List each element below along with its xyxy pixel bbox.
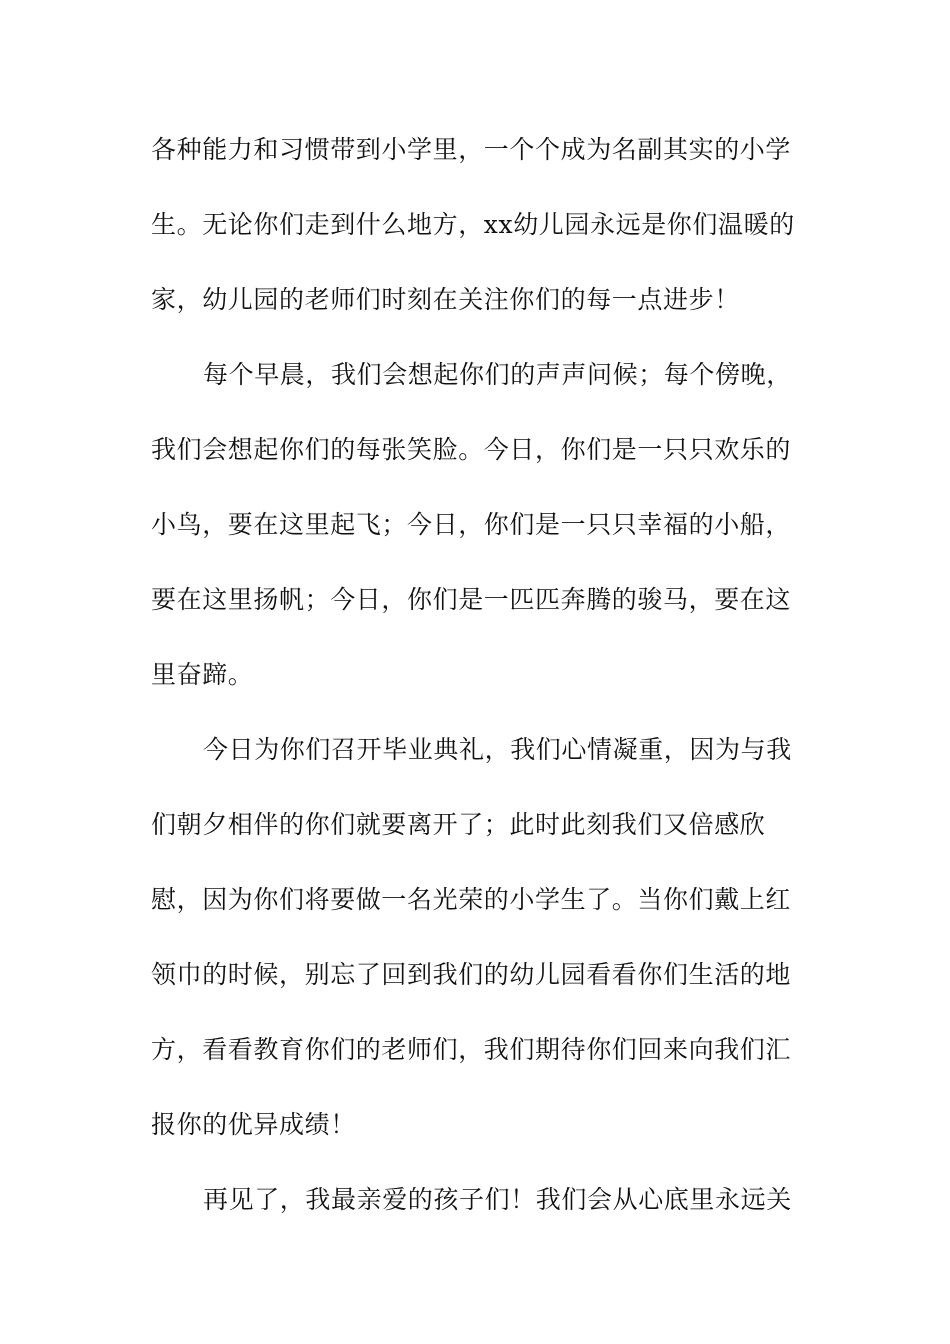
text-line: 慰，因为你们将要做一名光荣的小学生了。当你们戴上红	[151, 885, 792, 914]
text-line: 我们会想起你们的每张笑脸。今日，你们是一只只欢乐的	[151, 435, 792, 464]
paragraph-first-line: 每个早晨，我们会想起你们的声声问候；每个傍晚，	[203, 360, 792, 389]
text-line: 报你的优异成绩！	[151, 1110, 356, 1139]
paragraph-first-line: 再见了，我最亲爱的孩子们！我们会从心底里永远关	[203, 1185, 792, 1214]
text-line: 小鸟，要在这里起飞；今日，你们是一只只幸福的小船，	[151, 510, 792, 539]
text-line: 生。无论你们走到什么地方，xx幼儿园永远是你们温暖的	[151, 210, 795, 239]
paragraph-first-line: 今日为你们召开毕业典礼，我们心情凝重，因为与我	[203, 735, 792, 764]
text-line: 各种能力和习惯带到小学里，一个个成为名副其实的小学	[151, 135, 792, 164]
text-line: 里奋蹄。	[151, 660, 254, 689]
text-line: 家，幼儿园的老师们时刻在关注你们的每一点进步！	[151, 285, 740, 314]
text-line: 要在这里扬帆；今日，你们是一匹匹奔腾的骏马，要在这	[151, 585, 792, 614]
text-line: 们朝夕相伴的你们就要离开了；此时此刻我们又倍感欣	[151, 810, 766, 839]
text-line: 方，看看教育你们的老师们，我们期待你们回来向我们汇	[151, 1035, 792, 1064]
text-line: 领巾的时候，别忘了回到我们的幼儿园看看你们生活的地	[151, 960, 792, 989]
